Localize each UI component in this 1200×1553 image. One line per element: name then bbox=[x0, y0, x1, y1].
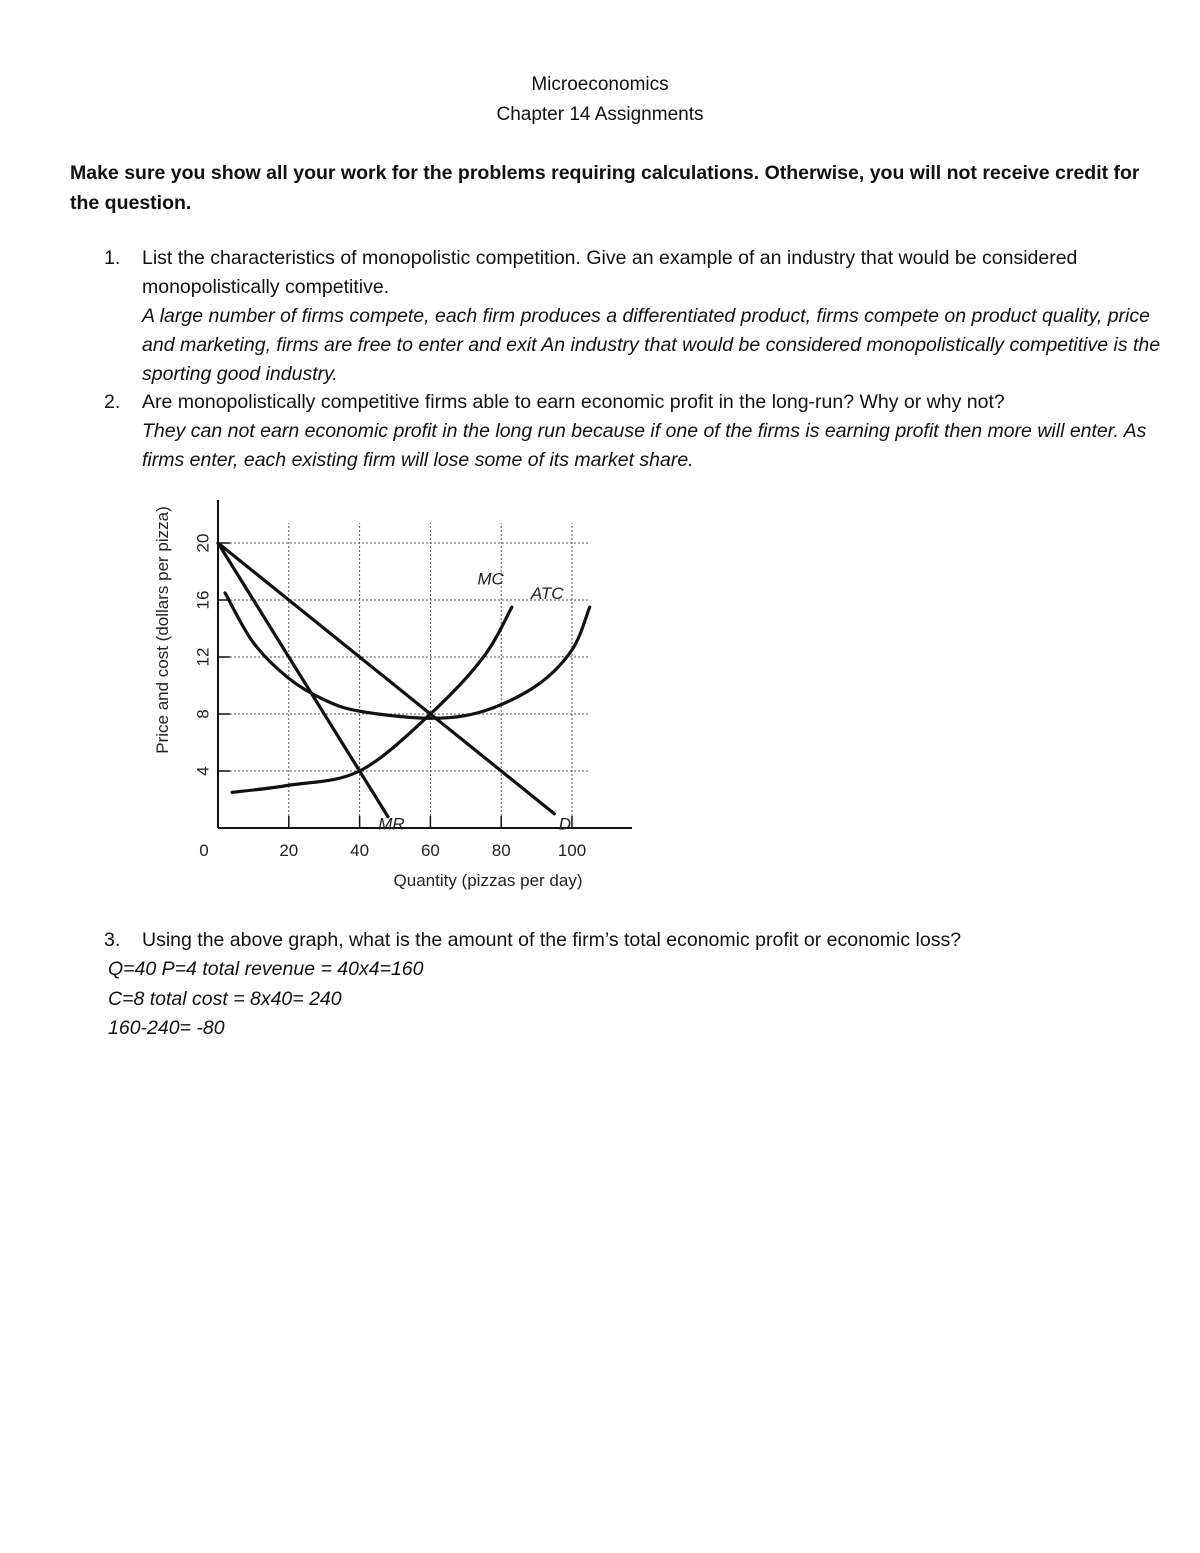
y-tick-label: 8 bbox=[193, 709, 213, 719]
question-3-answer bbox=[108, 955, 424, 1044]
question-2 bbox=[104, 388, 1164, 475]
curve-label-atc: ATC bbox=[530, 583, 564, 603]
question-number: 3. bbox=[104, 929, 121, 951]
question-number: 2. bbox=[104, 391, 121, 413]
answer-text: A large number of firms compete, each firm produces a differentiated product, firms compete on product quality, price and marketing, firms are free to enter and exit An industry that would be considered monopolistically competitive is the sporting good industry. bbox=[142, 305, 1161, 385]
question-number: 1. bbox=[104, 247, 121, 269]
curve-label-d: D bbox=[558, 814, 572, 834]
curve-d bbox=[218, 543, 554, 814]
question-text: Using the above graph, what is the amount of the firm’s total economic profit or economic loss? bbox=[142, 929, 962, 951]
cost-curves-chart bbox=[150, 495, 670, 895]
curve-label-mc: MC bbox=[477, 569, 504, 589]
y-tick-label: 4 bbox=[193, 766, 213, 776]
answer-line: 160-240= -80 bbox=[108, 1017, 225, 1039]
question-3 bbox=[104, 926, 1164, 955]
x-tick-label: 40 bbox=[350, 841, 370, 860]
answer-text: They can not earn economic profit in the long run because if one of the firms is earning profit then more will enter. As firms enter, each existing firm will lose some of its market share. bbox=[142, 420, 1147, 471]
y-tick-label: 20 bbox=[193, 533, 213, 553]
y-tick-label: 16 bbox=[193, 590, 213, 610]
instructions: Make sure you show all your work for the problems requiring calculations. Otherwise, you will not receive credit for the question. bbox=[70, 162, 1140, 214]
x-tick-label: 80 bbox=[491, 841, 511, 860]
question-1 bbox=[104, 244, 1164, 389]
question-text: List the characteristics of monopolistic competition. Give an example of an industry that would be considered monopolistically competitive. bbox=[142, 247, 1078, 298]
x-tick-label: 60 bbox=[420, 841, 440, 860]
question-text: Are monopolistically competitive firms able to earn economic profit in the long-run? Why or why not? bbox=[142, 391, 1005, 413]
y-axis-label: Price and cost (dollars per pizza) bbox=[153, 506, 172, 754]
curve-mr bbox=[218, 543, 388, 817]
x-tick-label: 100 bbox=[557, 841, 587, 860]
curve-label-mr: MR bbox=[378, 814, 405, 834]
answer-line: C=8 total cost = 8x40= 240 bbox=[108, 987, 342, 1010]
x-axis-label: Quantity (pizzas per day) bbox=[393, 871, 583, 890]
x-tick-label: 0 bbox=[199, 841, 209, 860]
x-tick-label: 20 bbox=[279, 841, 299, 860]
chapter-title: Chapter 14 Assignments bbox=[496, 104, 704, 125]
answer-line: Q=40 P=4 total revenue = 40x4=160 bbox=[108, 958, 424, 980]
y-tick-label: 12 bbox=[193, 647, 213, 667]
curve-atc bbox=[225, 593, 590, 718]
course-title: Microeconomics bbox=[531, 74, 669, 95]
